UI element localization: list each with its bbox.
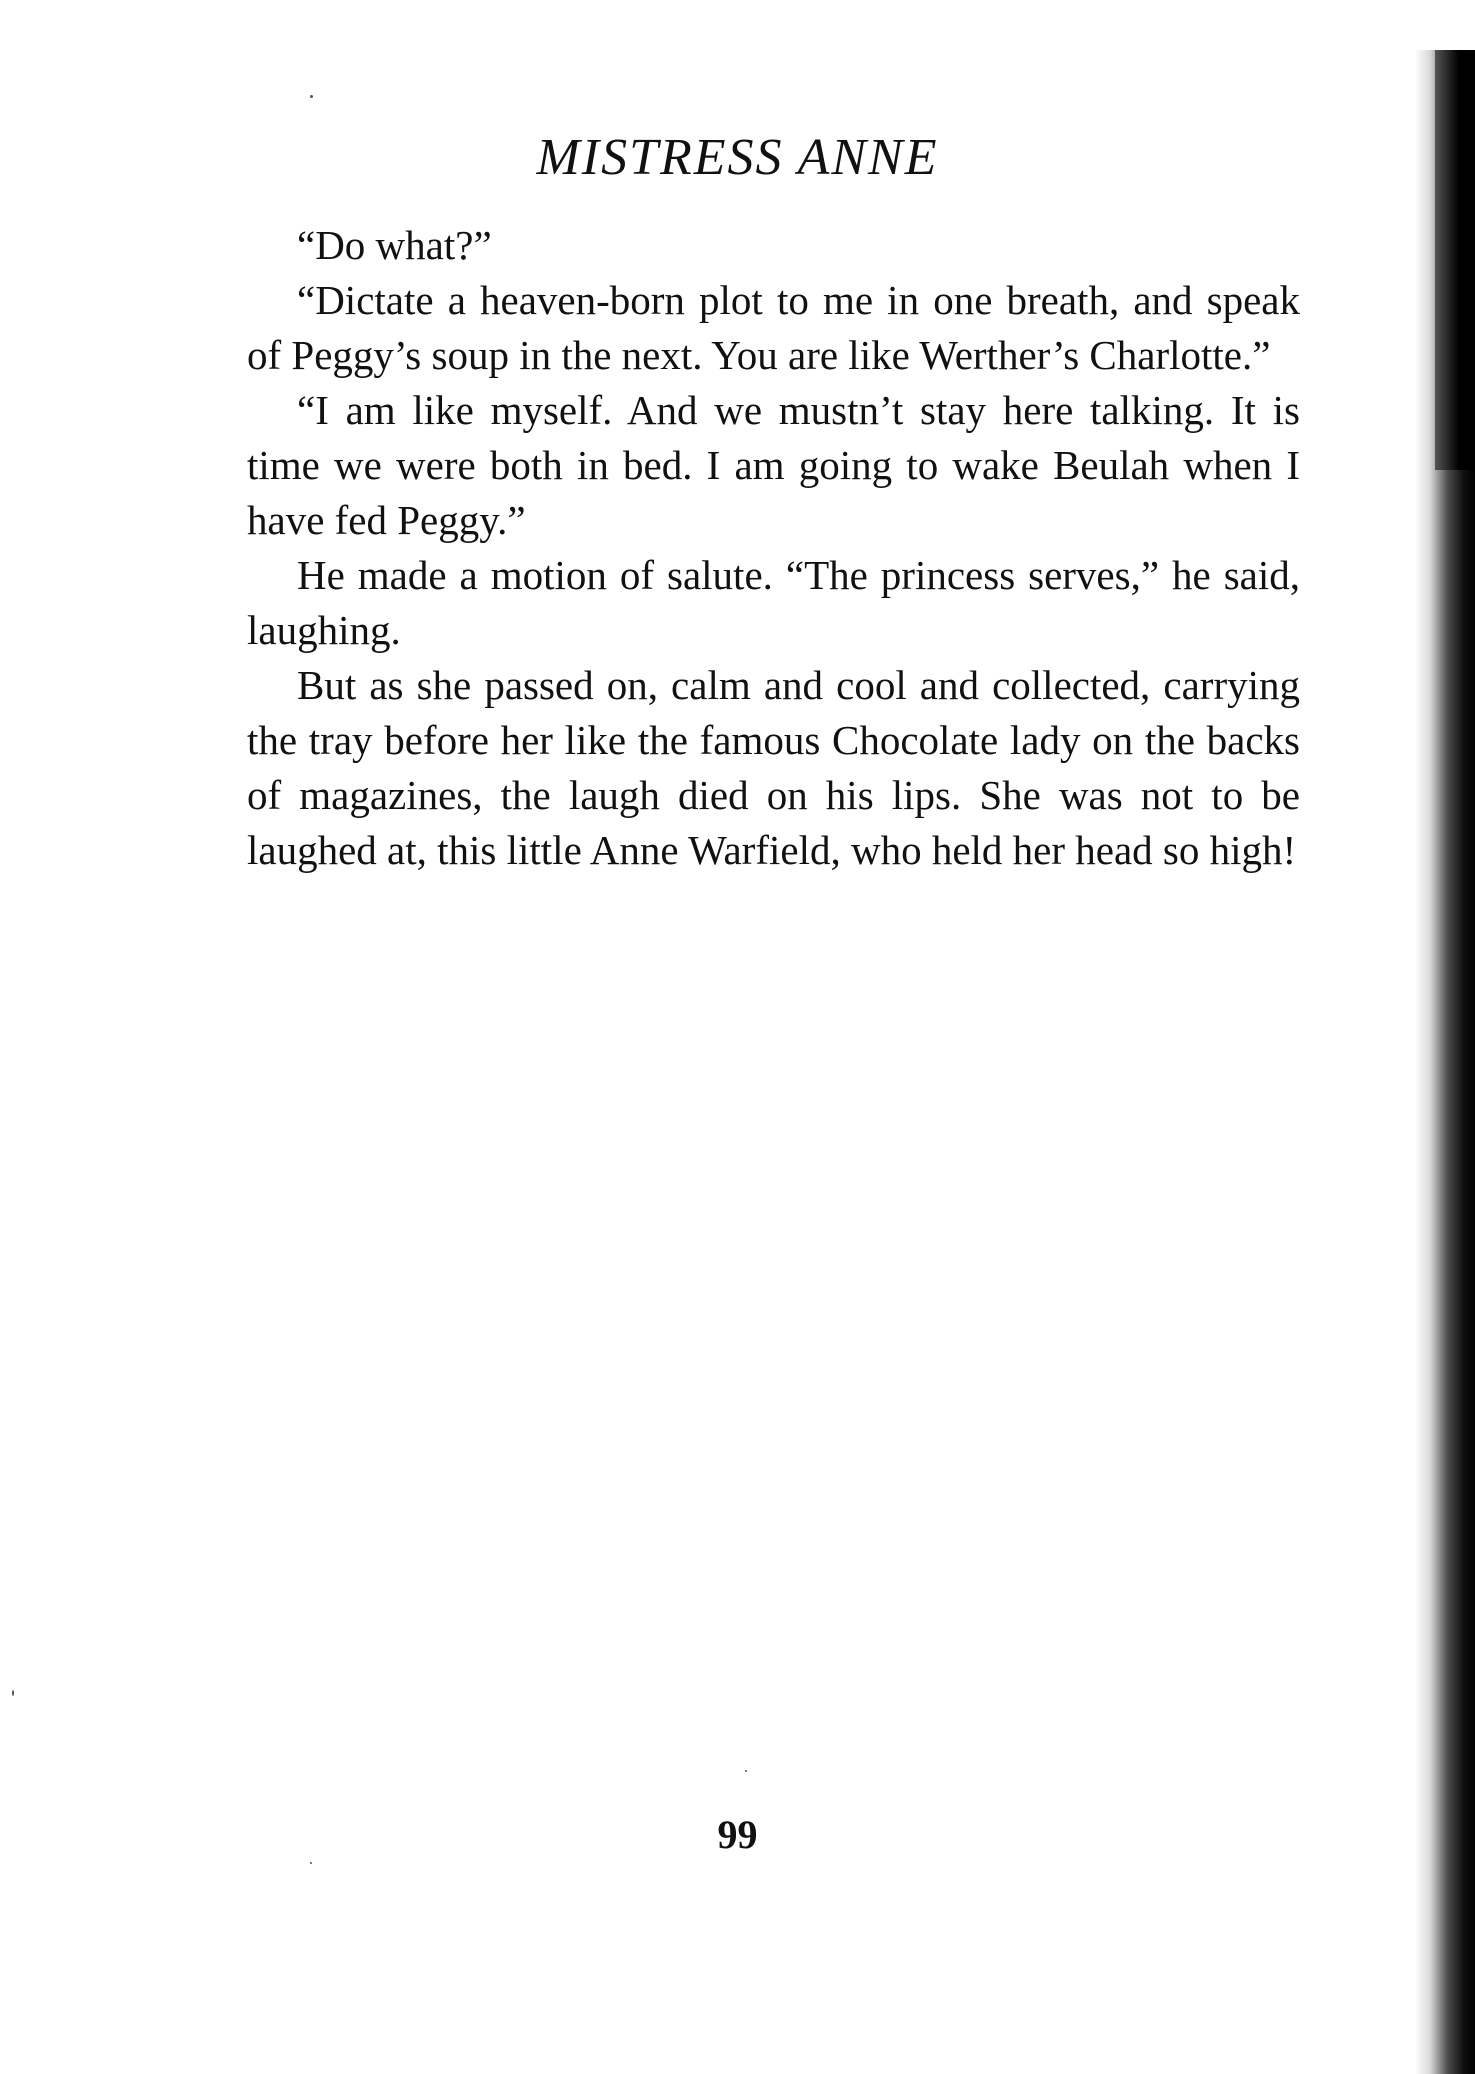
scan-speck [745,1770,747,1772]
scan-speck [310,1862,312,1864]
paragraph: “Dictate a heaven-born plot to me in one breath, and speak of Peggy’s soup in the next. You are like Werther’s Charlotte.” [247,277,1300,378]
body-text [247,218,1300,878]
paragraph: But as she passed on, calm and cool and collected, carrying the tray before her like the famous Chocolate lady on the backs of magazines, the laugh died on his lips. She was not to be laughed at, this little Anne Warfield, who held her head so high! [247,662,1300,873]
paragraph: “Do what?” [297,222,492,268]
running-head: MISTRESS ANNE [536,129,939,186]
scan-speck [12,1690,14,1696]
scan-speck [310,95,313,98]
paragraph: “I am like myself. And we mustn’t stay here talking. It is time we were both in bed. I am going to wake Beulah when I have fed Peggy.” [247,387,1300,543]
page-number: 99 [717,1812,758,1857]
paragraph: He made a motion of salute. “The princess serves,” he said, laughing. [247,552,1300,653]
binding-shadow-top [1435,50,1475,470]
